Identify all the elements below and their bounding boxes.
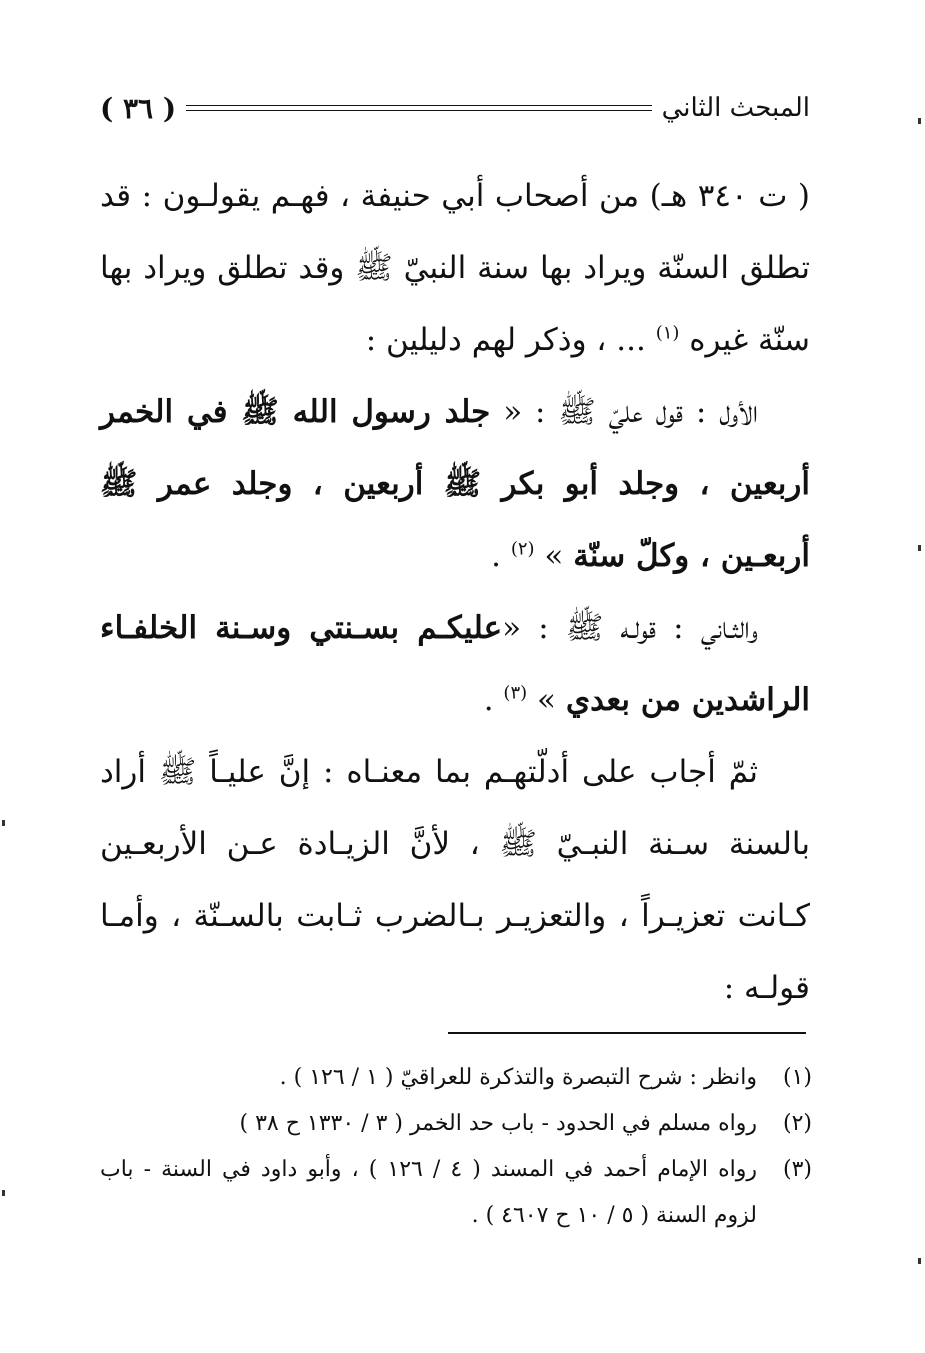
scan-edge-mark	[918, 1258, 921, 1264]
header-rule	[186, 105, 652, 111]
paragraph-2-close: »	[544, 538, 574, 574]
scan-edge-mark	[2, 1190, 5, 1196]
page-number: ( ٣٦ )	[100, 91, 177, 125]
paragraph-2-end: .	[491, 538, 511, 574]
footnote-ref-1: (١)	[655, 322, 680, 344]
footnote-text: رواه مسلم في الحدود - باب حد الخمر ( ٣ / ١٣٣٠ ح ٣٨ )	[239, 1111, 757, 1136]
paragraph-2-start: الأول : قول عليّ ﷺ : «	[490, 394, 758, 430]
paragraph-2	[100, 376, 810, 592]
paragraph-3-start: والثـاني : قولـه ﷺ : «	[502, 610, 759, 646]
footnote-ref-3: (٣)	[503, 682, 528, 704]
paragraph-4: ثمّ أجاب على أدلّتهـم بما معنـاه : إنَّ عليـاً ﷺ أراد بالسنة سـنة النبـيّ ﷺ ، لأنَّ الزيـادة عـن الأربعـين كـانت تعزيـراً ، والتعزيـر بـالضرب ثـابت بالسـنّة ، وأمـا قولـه :	[100, 754, 810, 1006]
quote-hadith-1: جلد رسول الله ﷺ في الخمر أربعين ، وجلد أبو بكر ﷺ أربعين ، وجلد عمر ﷺ أربعـين ، وكلّ سنّة	[100, 394, 810, 574]
page-header	[100, 88, 810, 128]
quote-hadith-2: عليكـم بسـنتي وسـنة الخلفـاء الراشدين من بعدي	[100, 610, 810, 718]
scan-edge-mark	[918, 118, 921, 124]
paragraph-1-text: ( ت ٣٤٠ هـ) من أصحاب أبي حنيفة ، فهـم يقولـون : قد تطلق السنّة ويراد بها سنة النبيّ ﷺ وقد تطلق ويراد بها سنّة غيره	[100, 178, 810, 358]
footnote-text: وانظر : شرح التبصرة والتذكرة للعراقيّ ( ١ / ١٢٦ ) .	[279, 1065, 757, 1090]
paragraph-3-end: .	[483, 682, 504, 718]
scan-edge-mark	[918, 545, 921, 551]
footnote-ref-2: (٢)	[510, 538, 535, 560]
paragraph-3	[100, 592, 810, 736]
paragraph-1	[100, 160, 810, 376]
chapter-title: المبحث الثاني	[661, 93, 810, 123]
scan-edge-mark	[2, 820, 5, 826]
footnote-separator	[448, 1032, 806, 1034]
paragraph-1-end: ... ، وذكر لهم دليلين :	[365, 322, 656, 358]
footnote-1	[100, 1055, 812, 1101]
footnote-number: (٢)	[782, 1111, 812, 1136]
footnotes	[100, 1055, 812, 1239]
footnote-3	[100, 1147, 812, 1239]
footnote-number: (٣)	[782, 1157, 812, 1182]
footnote-2	[100, 1101, 812, 1147]
paragraph-3-close: »	[537, 682, 566, 718]
footnote-text: رواه الإمام أحمد في المسند ( ٤ / ١٢٦ ) ، وأبو داود في السنة - باب لزوم السنة ( ٥ / ١٠ ح ٤٦٠٧ ) .	[100, 1157, 757, 1228]
footnote-number: (١)	[782, 1065, 812, 1090]
main-text	[100, 160, 810, 1024]
